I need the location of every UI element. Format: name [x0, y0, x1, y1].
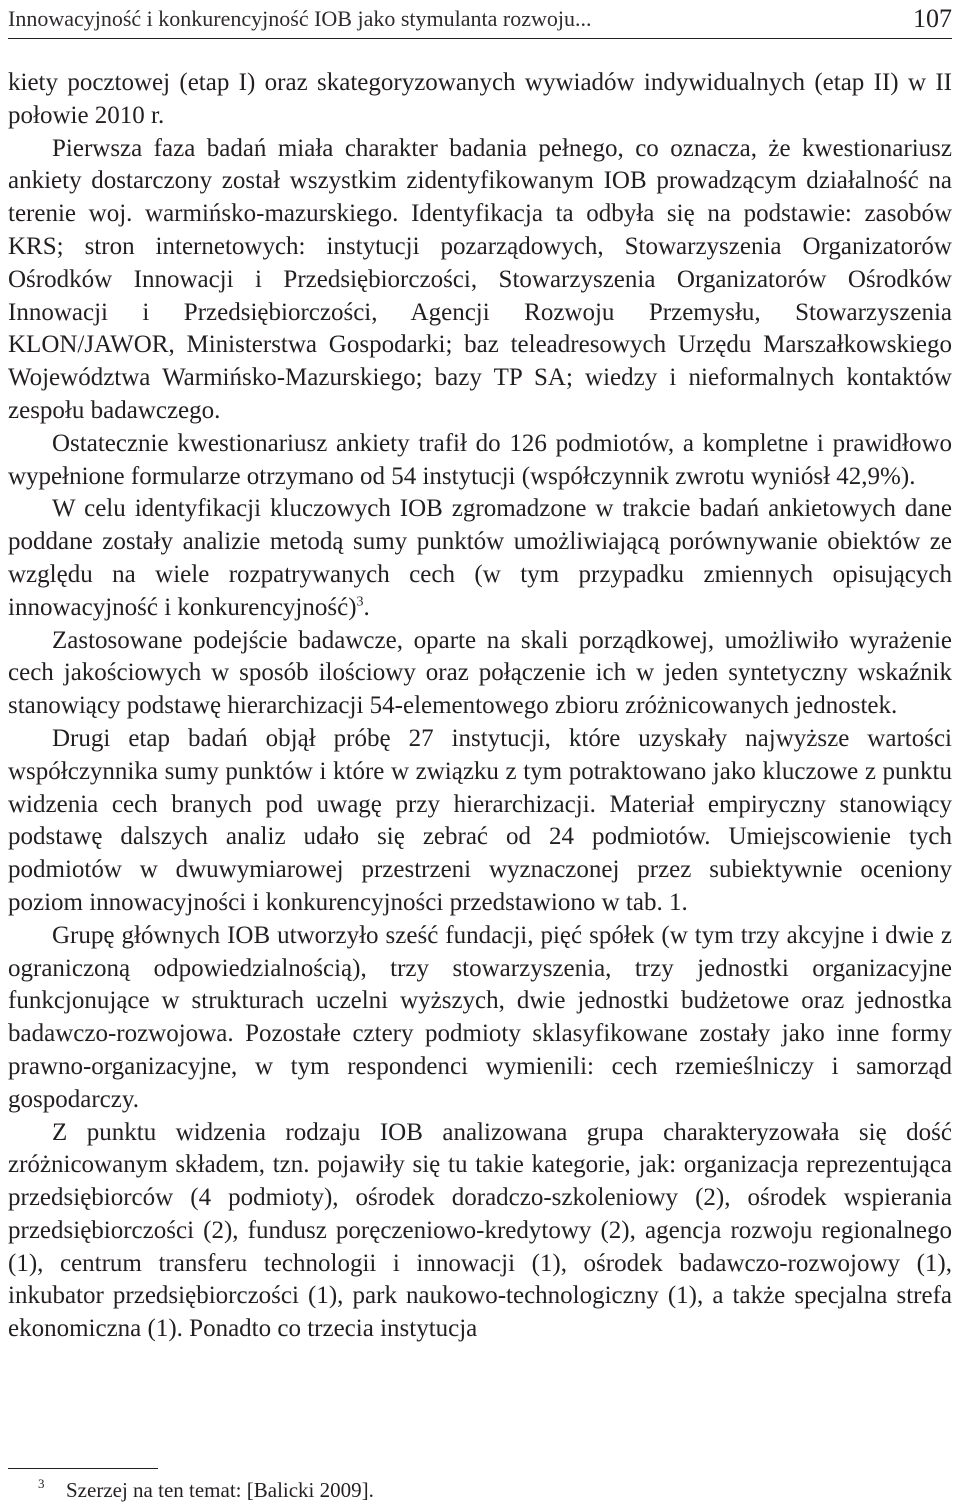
page-header — [8, 4, 952, 40]
header-rule — [8, 38, 952, 39]
body-text — [8, 67, 952, 1346]
footnote-text: Szerzej na ten temat: [Balicki 2009]. — [66, 1478, 374, 1502]
running-title: Innowacyjność i konkurencyjność IOB jako stymulanta rozwoju... — [8, 6, 592, 31]
paragraph-5: Zastosowane podejście badawcze, oparte na skali porządkowej, umożliwiło wyrażenie cech jakościowych w sposób ilościowy oraz połączenie ich w jeden syntetyczny wskaźnik stanowiący podstawę hierarchizacji 54-elementowego zbioru zróżnicowanych jednostek. — [8, 626, 952, 720]
paragraph-2: Pierwsza faza badań miała charakter badania pełnego, co oznacza, że kwestionariusz ankiety dostarczony został wszystkim zidentyfikowanym IOB prowadzącym działalność na terenie woj. warmińsko-mazurskiego. Identyfikacja ta odbyła się na podstawie: zasobów KRS; stron internetowych: instytucji pozarządowych, Stowarzyszenia Organizatorów Ośrodków Innowacji i Przedsiębiorczości, Stowarzyszenia Organizatorów Ośrodków Innowacji i Przedsiębiorczości, Agencji Rozwoju Przemysłu, Stowarzyszenia KLON/JAWOR, Ministerstwa Gospodarki; baz teleadresowych Urzędu Marszałkowskiego Województwa Warmińsko-Mazurskiego; bazy TP SA; wiedzy i nieformalnych kontaktów zespołu badawczego. — [8, 134, 952, 424]
footnote-number: 3 — [38, 1476, 45, 1491]
footnote-reference[interactable]: 3 — [356, 594, 364, 610]
paragraph-8: Z punktu widzenia rodzaju IOB analizowana grupa charakteryzowała się dość zróżnicowanym składem, tzn. pojawiły się tu takie kategorie, jak: organizacja reprezentująca przedsiębiorców (4 podmioty), ośrodek doradczo-szkoleniowy (2), ośrodek wspierania przedsiębiorczości (2), fundusz poręczeniowo-kredytowy (2), agencja rozwoju regionalnego (1), centrum transferu technologii i innowacji (1), ośrodek badawczo-rozwojowy (1), inkubator przedsiębiorczości (1), park naukowo-technologiczny (1), a także specjalna strefa ekonomiczna (1). Ponadto co trzecia instytucja — [8, 1118, 952, 1343]
page-number: 107 — [913, 4, 952, 33]
paragraph-7: Grupę głównych IOB utworzyło sześć fundacji, pięć spółek (w tym trzy akcyjne i dwie z ograniczoną odpowiedzialnością), trzy stowarzyszenia, trzy jednostki organizacyjne funkcjonujące w strukturach uczelni wyższych, dwie jednostki budżetowe oraz jednostka badawczo-rozwojowa. Pozostałe cztery podmioty sklasyfikowane zostały jako inne formy prawno-organizacyjne, w tym respondenci wymienili: cech rzemieślniczy i samorząd gospodarczy. — [8, 921, 952, 1113]
paragraph-4-text: W celu identyfikacji kluczowych IOB zgromadzone w trakcie badań ankietowych dane poddane zostały analizie metodą sumy punktów umożliwiającą porównywanie obiektów ze względu na wiele rozpatrywanych cech (w tym przypadku zmiennych opisujących innowacyjność i konkurencyjność) — [8, 495, 952, 621]
paragraph-4 — [8, 493, 952, 624]
footnote-rule — [8, 1468, 158, 1469]
paragraph-1: kiety pocztowej (etap I) oraz skategoryzowanych wywiadów indywidualnych (etap II) w II połowie 2010 r. — [8, 69, 952, 129]
paragraph-6: Drugi etap badań objął próbę 27 instytucji, które uzyskały najwyższe wartości współczynnika sumy punktów i które w związku z tym potraktowano jako kluczowe z punktu widzenia cech branych pod uwagę przy hierarchizacji. Materiał empiryczny stanowiący podstawę dalszych analiz udało się zebrać od 24 podmiotów. Umiejscowienie tych podmiotów w dwuwymiarowej przestrzeni wyznaczonej przez subiektywnie oceniony poziom innowacyjności i konkurencyjności przedstawiono w tab. 1. — [8, 724, 952, 916]
paragraph-3: Ostatecznie kwestionariusz ankiety trafił do 126 podmiotów, a kompletne i prawidłowo wypełnione formularze otrzymano od 54 instytucji (współczynnik zwrotu wyniósł 42,9%). — [8, 429, 952, 490]
paragraph-4-end: . — [363, 593, 370, 621]
